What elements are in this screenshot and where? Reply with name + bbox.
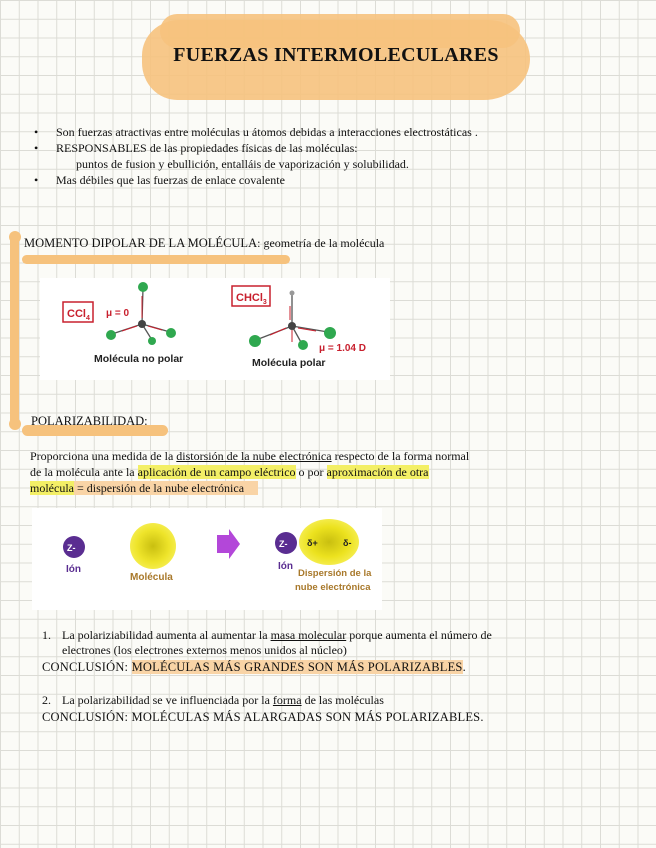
ion-label: Ión <box>66 564 81 575</box>
list-item-1 <box>42 628 492 658</box>
conclusion-label: CONCLUSIÓN: <box>42 660 132 674</box>
dipole-figure-svg <box>40 278 390 380</box>
bullet-text: puntos de fusion y ebullición, entalláis de vaporización y solubilidad. <box>76 157 409 171</box>
text-run: La polariziabilidad aumenta al aumentar la <box>62 628 271 642</box>
polar-line-2 <box>30 464 590 480</box>
title-highlight-top <box>160 14 520 48</box>
ccl4-chlorine <box>166 328 176 338</box>
polarization-figure-svg <box>32 508 382 610</box>
polar-line-3 <box>30 480 590 496</box>
bullet-item <box>34 140 478 156</box>
bullet-subitem <box>34 156 478 172</box>
polar-heading: POLARIZABILIDAD: <box>31 414 148 428</box>
ccl4-mu: μ = 0 <box>106 308 130 319</box>
conclusion-2: CONCLUSIÓN: MOLÉCULAS MÁS ALARGADAS SON MÁS POLARIZABLES. <box>42 710 484 724</box>
section-vertical-bar <box>10 234 19 426</box>
molecule-label: Molécula <box>130 572 173 583</box>
ccl4-caption: Molécula no polar <box>94 353 184 365</box>
list-number: 1. <box>42 628 51 642</box>
text-run: o por <box>295 465 327 479</box>
ion-label: Ión <box>278 561 293 572</box>
ion-charge: Z- <box>279 539 288 549</box>
text-run: de las moléculas <box>301 693 384 707</box>
list-number: 2. <box>42 693 51 707</box>
dipole-heading-underline <box>22 255 290 264</box>
delta-minus: δ- <box>343 538 352 548</box>
polar-line-1 <box>30 448 590 464</box>
chcl3-mu: μ = 1.04 D <box>319 343 366 354</box>
dipole-heading <box>24 236 384 251</box>
highlighted-term: aproximación de otra <box>326 465 429 479</box>
dipole-heading-main: MOMENTO DIPOLAR DE LA MOLÉCULA <box>24 236 258 250</box>
text-run: Proporciona una medida de la <box>30 449 177 463</box>
ccl4-chlorine <box>106 330 116 340</box>
bullet-item <box>34 172 478 188</box>
bar-dot-bottom <box>9 418 21 430</box>
bar-dot-top <box>9 231 21 243</box>
dipole-heading-detail: : geometría de la molécula <box>257 236 385 250</box>
chcl3-chlorine <box>298 340 308 350</box>
bullet-item <box>34 124 478 140</box>
dispersion-label: Dispersión de la <box>298 568 372 579</box>
underlined-term: masa molecular <box>270 628 347 642</box>
highlighted-term: molécula <box>30 481 74 495</box>
conclusion-1 <box>42 660 466 675</box>
highlighted-term: = dispersión de la nube electrónica <box>74 481 258 495</box>
text-run: respecto de la forma normal <box>331 449 470 463</box>
text-run: . <box>462 660 466 674</box>
chcl3-carbon <box>288 322 296 330</box>
ccl4-chlorine <box>148 337 156 345</box>
ccl4-chlorine <box>138 282 148 292</box>
ccl4-label: CCl$_4$ <box>67 308 90 322</box>
polarization-figure <box>32 508 382 610</box>
underlined-term: distorsión de la nube electrónica <box>176 449 332 463</box>
bullet-text: RESPONSABLES de las propiedades físicas de las moléculas: <box>56 141 358 155</box>
highlighted-conclusion: MOLÉCULAS MÁS GRANDES SON MÁS POLARIZABLES <box>131 660 463 674</box>
highlighted-term: aplicación de un campo eléctrico <box>137 465 296 479</box>
intro-bullet-list <box>34 124 478 188</box>
polar-paragraph <box>30 448 590 496</box>
underlined-term: forma <box>272 693 302 707</box>
dispersion-label: nube electrónica <box>295 582 371 593</box>
delta-plus: δ+ <box>307 538 318 548</box>
text-run: La polarizabilidad se ve influenciada por la <box>62 693 273 707</box>
arrow-right-icon <box>217 529 240 559</box>
text-run: de la molécula ante la <box>30 465 138 479</box>
chcl3-chlorine <box>324 327 336 339</box>
list-item-1-continued: electrones (los electrones externos menos unidos al núcleo) <box>62 643 347 657</box>
ccl4-carbon <box>138 320 146 328</box>
text-run: porque aumenta el número de <box>346 628 492 642</box>
molecule-cloud <box>130 523 176 569</box>
dipole-figure <box>40 278 390 380</box>
page-title: FUERZAS INTERMOLECULARES <box>173 44 499 66</box>
ion-charge: Z- <box>67 543 76 553</box>
chcl3-chlorine <box>249 335 261 347</box>
chcl3-label: CHCl$_3$ <box>236 292 267 306</box>
bullet-text: Mas débiles que las fuerzas de enlace covalente <box>56 173 285 187</box>
bullet-text: Son fuerzas atractivas entre moléculas u átomos debidas a interacciones electrostáticas . <box>56 125 478 139</box>
chcl3-caption: Molécula polar <box>252 357 326 369</box>
chcl3-hydrogen <box>290 291 295 296</box>
list-item-2 <box>42 693 384 708</box>
